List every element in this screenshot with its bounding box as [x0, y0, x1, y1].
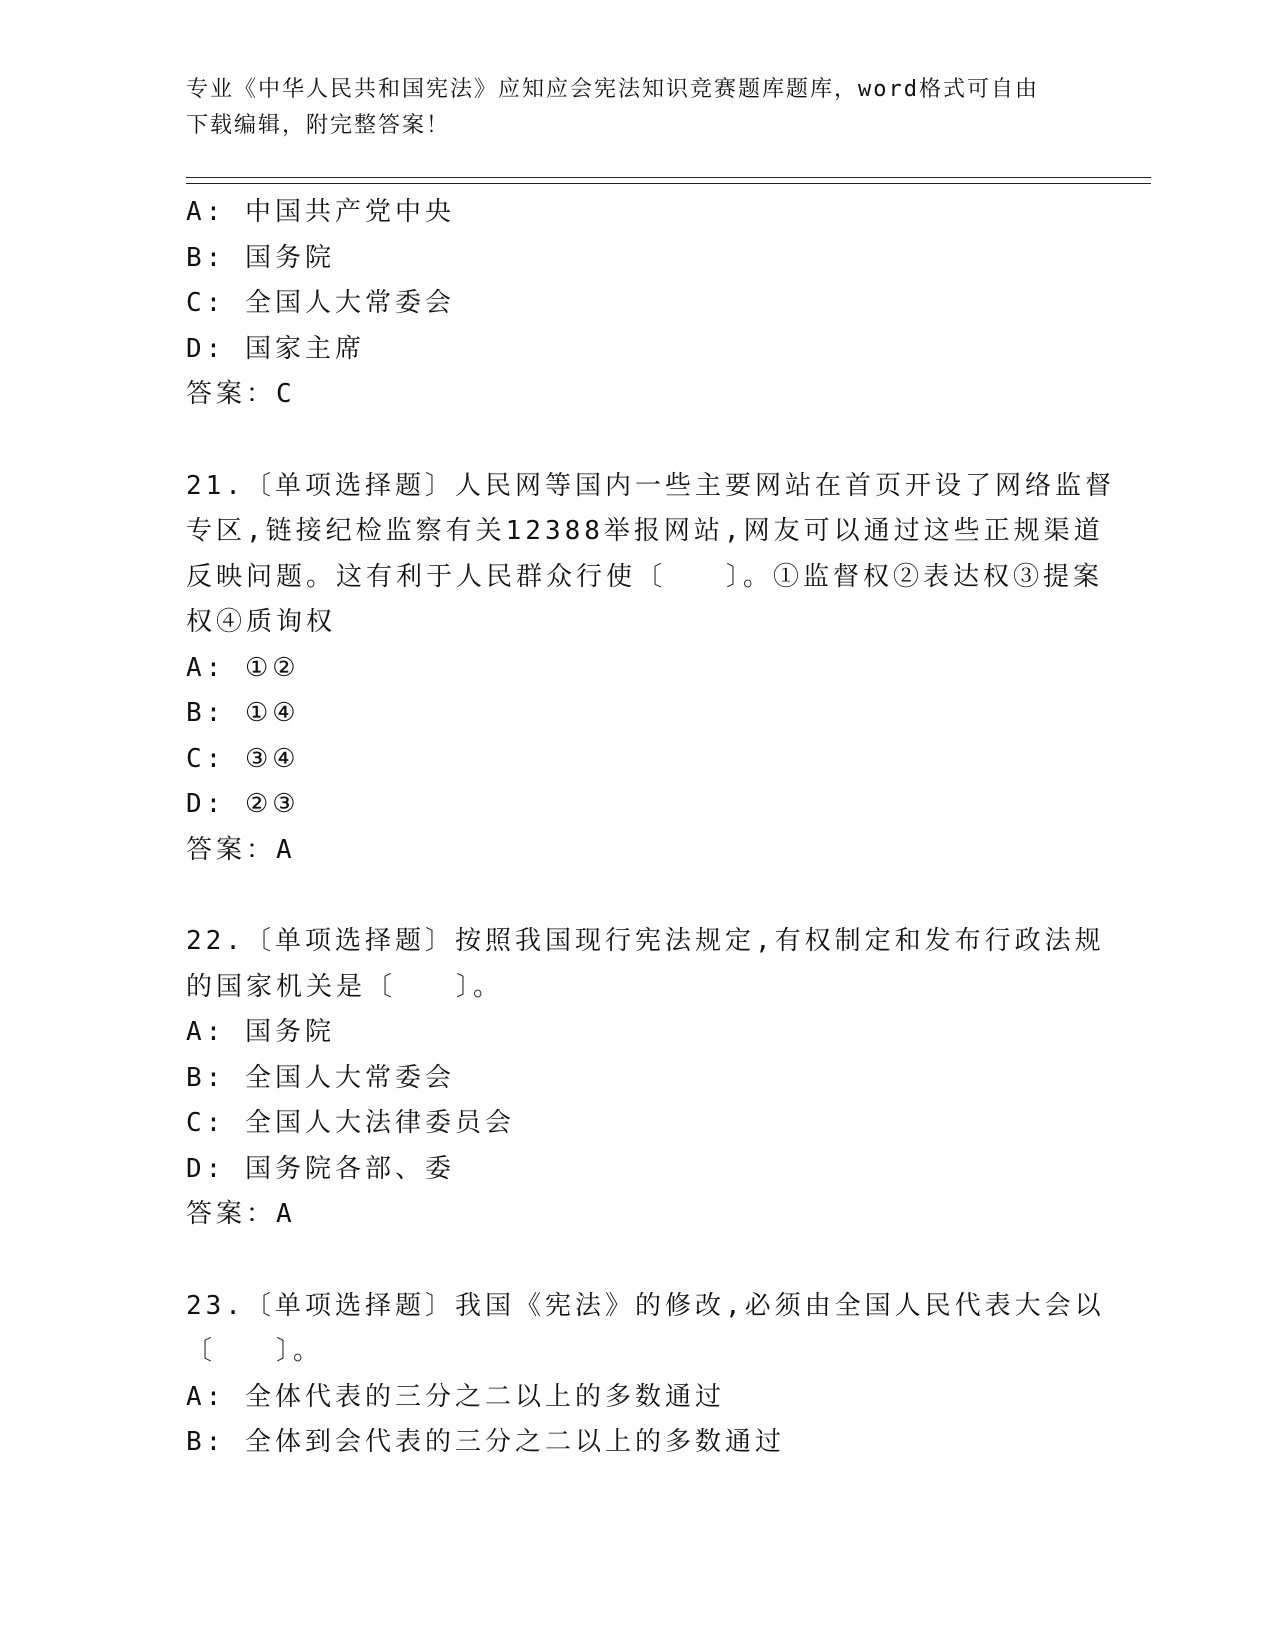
- question-block-23: [186, 1284, 1105, 1466]
- question-text-line: 〔 〕。: [186, 1336, 324, 1366]
- question-text-line: 21.〔单项选择题〕人民网等国内一些主要网站在首页开设了网络监督: [186, 470, 1115, 501]
- option-b: B: 国务院: [186, 242, 335, 273]
- option-c: C: ③④: [186, 743, 300, 774]
- header-divider-bottom: [186, 183, 1151, 184]
- option-b: B: ①④: [186, 698, 300, 728]
- option-d: D: 国务院各部、委: [186, 1153, 455, 1184]
- question-text-line: 的国家机关是〔 〕。: [186, 971, 504, 1002]
- option-a: A: 国务院: [186, 1017, 335, 1047]
- question-text-line: 专区,链接纪检监察有关12388举报网站,网友可以通过这些正规渠道: [186, 516, 1104, 546]
- question-block-20: [186, 190, 1086, 418]
- option-a: A: 全体代表的三分之二以上的多数通过: [186, 1381, 725, 1412]
- option-b: B: 全国人大常委会: [186, 1062, 455, 1093]
- question-block-22: [186, 919, 1105, 1238]
- header-divider-top: [186, 177, 1151, 178]
- option-a: A: 中国共产党中央: [186, 197, 455, 227]
- option-b: B: 全体到会代表的三分之二以上的多数通过: [186, 1427, 785, 1457]
- option-a: A: ①②: [186, 652, 300, 683]
- option-c: C: 全国人大常委会: [186, 288, 455, 318]
- question-text-line: 22.〔单项选择题〕按照我国现行宪法规定,有权制定和发布行政法规: [186, 926, 1105, 956]
- option-c: C: 全国人大法律委员会: [186, 1108, 515, 1138]
- header-title-line-1: 专业《中华人民共和国宪法》应知应会宪法知识竞赛题库题库，word格式可自由: [186, 77, 1039, 102]
- answer: 答案：A: [186, 1199, 296, 1229]
- document-header: [186, 72, 1066, 144]
- question-block-21: [186, 464, 1115, 874]
- answer: 答案：A: [186, 834, 296, 865]
- option-d: D: 国家主席: [186, 333, 365, 364]
- option-d: D: ②③: [186, 789, 300, 819]
- question-list: [186, 190, 1115, 1466]
- answer: 答案：C: [186, 379, 296, 409]
- question-text-line: 23.〔单项选择题〕我国《宪法》的修改,必须由全国人民代表大会以: [186, 1290, 1105, 1321]
- header-title-line-2: 下载编辑，附完整答案！: [186, 113, 451, 138]
- question-text-line: 权④质询权: [186, 607, 337, 637]
- question-text-line: 反映问题。这有利于人民群众行使〔 〕。①监督权②表达权③提案: [186, 561, 1104, 592]
